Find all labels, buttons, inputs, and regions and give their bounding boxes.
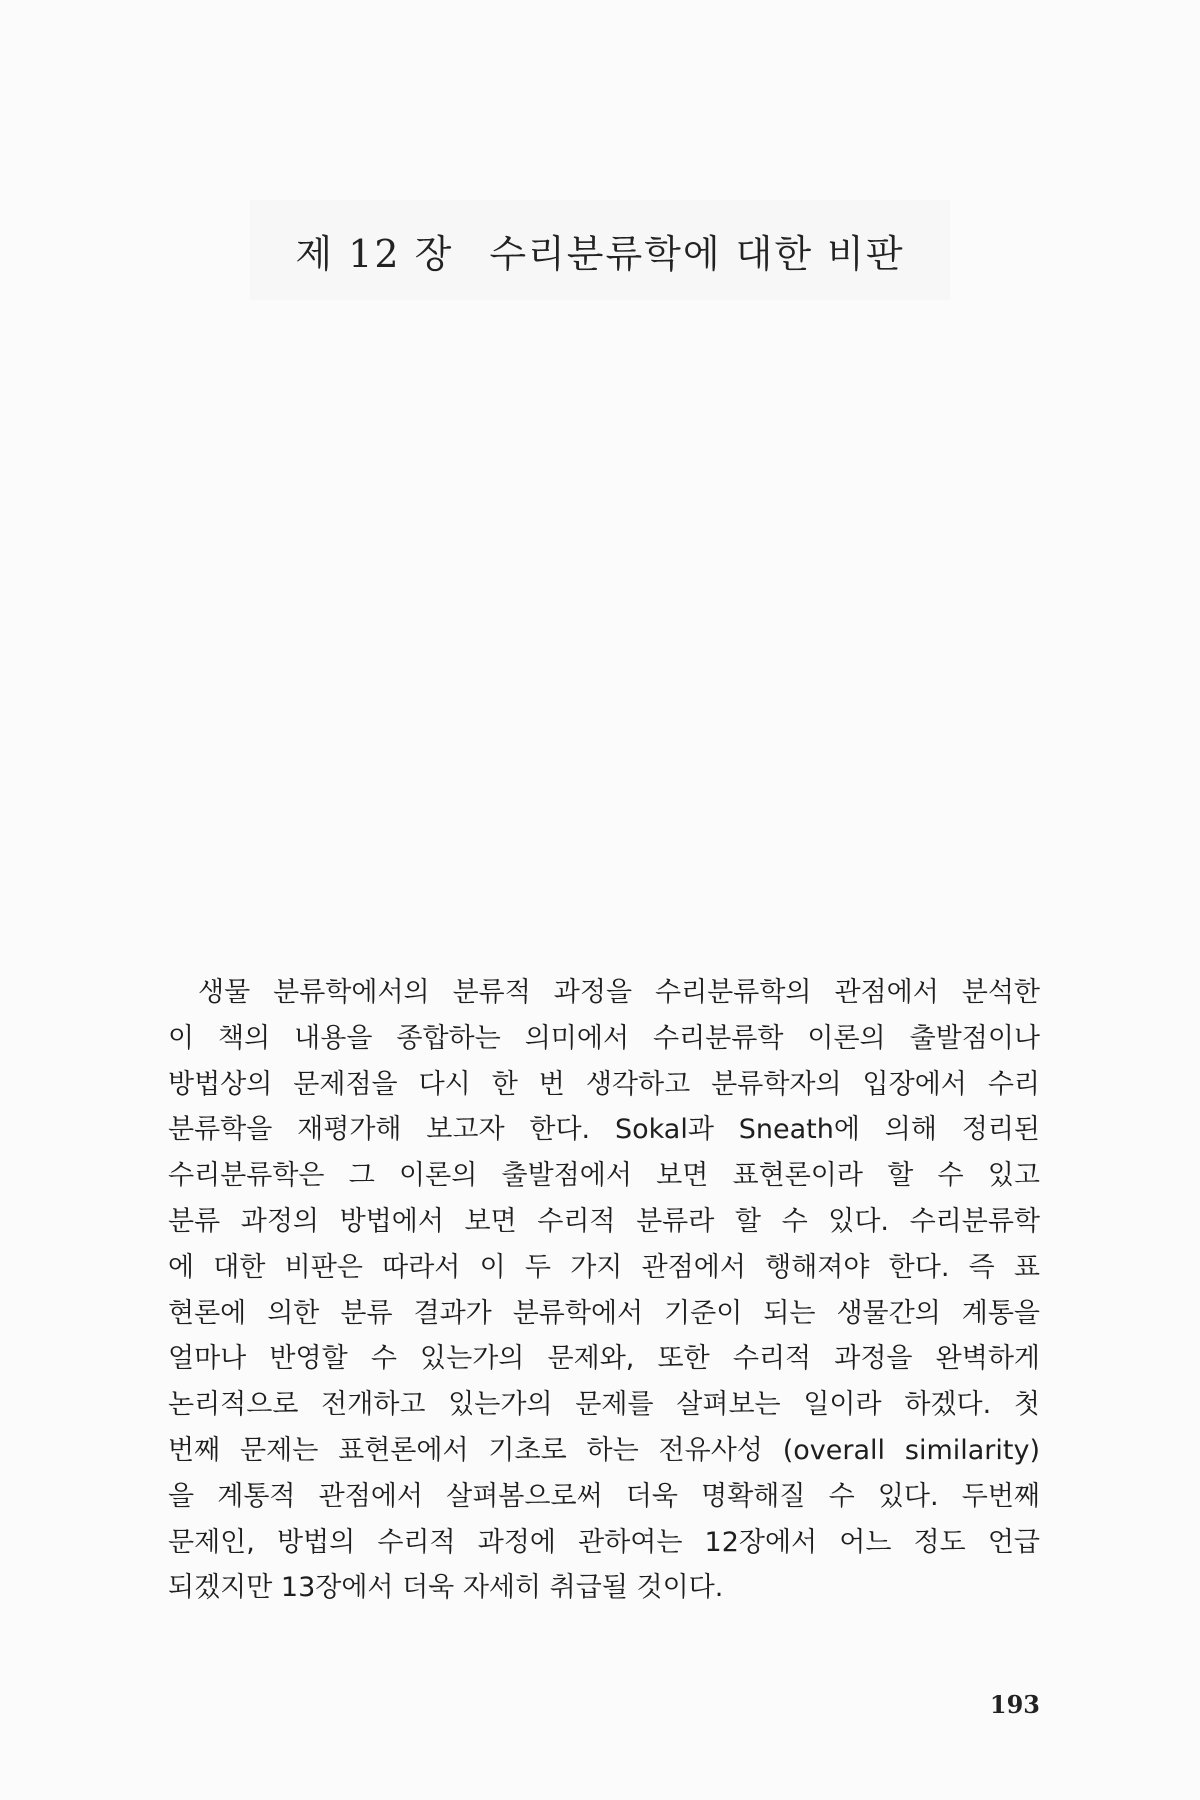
body-line: 생물 분류학에서의 분류적 과정을 수리분류학의 관점에서 분석한 <box>198 977 1040 1008</box>
chapter-heading <box>250 200 950 300</box>
chapter-title-text: 수리분류학에 대한 비판 <box>489 231 905 276</box>
page-number: 193 <box>989 1690 1040 1719</box>
body-line: 논리적으로 전개하고 있는가의 문제를 살펴보는 일이라 하겠다. 첫 <box>168 1389 1040 1421</box>
body-line: 수리분류학은 그 이론의 출발점에서 보면 표현론이라 할 수 있고 <box>168 1160 1040 1192</box>
body-line: 분류 과정의 방법에서 보면 수리적 분류라 할 수 있다. 수리분류학 <box>168 1205 1040 1237</box>
body-line: 문제인, 방법의 수리적 과정에 관하여는 12장에서 어느 정도 언급 <box>168 1526 1040 1558</box>
body-line: 되겠지만 13장에서 더욱 자세히 취급될 것이다. <box>168 1572 724 1604</box>
body-line: 번째 문제는 표현론에서 기초로 하는 전유사성 (overall similarity) <box>168 1434 1040 1466</box>
body-line: 방법상의 문제점을 다시 한 번 생각하고 분류학자의 입장에서 수리 <box>168 1068 1040 1100</box>
body-line: 현론에 의한 분류 결과가 분류학에서 기준이 되는 생물간의 계통을 <box>168 1297 1040 1329</box>
body-line: 을 계통적 관점에서 살펴봄으로써 더욱 명확해질 수 있다. 두번째 <box>168 1480 1040 1512</box>
body-line: 얼마나 반영할 수 있는가의 문제와, 또한 수리적 과정을 완벽하게 <box>168 1343 1040 1375</box>
body-line: 이 책의 내용을 종합하는 의미에서 수리분류학 이론의 출발점이나 <box>168 1022 1040 1054</box>
body-paragraph <box>168 970 1040 1611</box>
body-line: 분류학을 재평가해 보고자 한다. Sokal과 Sneath에 의해 정리된 <box>168 1114 1040 1146</box>
body-line: 에 대한 비판은 따라서 이 두 가지 관점에서 행해져야 한다. 즉 표 <box>168 1251 1040 1283</box>
chapter-number-label: 제 12 장 <box>295 231 454 276</box>
chapter-title <box>295 223 904 278</box>
